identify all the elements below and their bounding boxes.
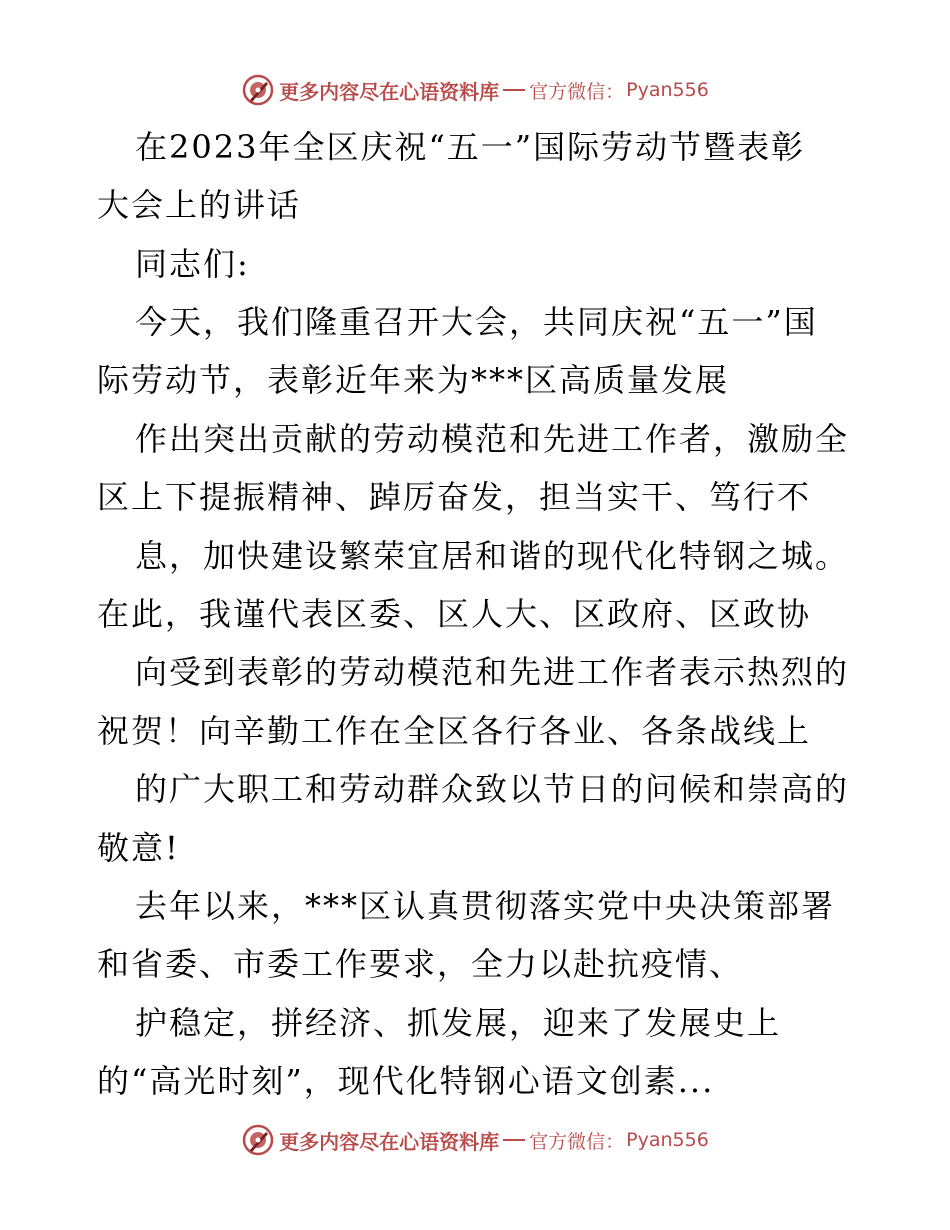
paragraph-line: 的“高光时刻”，现代化特钢心语文创素... (97, 1062, 715, 1100)
paragraph-line: 去年以来，***区认真贯彻落实党中央决策部署 (135, 887, 836, 925)
watermark-wechat-label: 官方微信： (529, 1130, 625, 1153)
watermark-text: 更多内容尽在心语资料库 (279, 1129, 500, 1154)
paragraph-line: 和省委、市委工作要求，全力以赴抗疫情、 (97, 945, 744, 983)
title-line-1: 在2023年全区庆祝“五一”国际劳动节暨表彰 (135, 128, 806, 166)
watermark-wechat-id: Pyan556 (626, 79, 709, 101)
paragraph-line: 在此，我谨代表区委、区人大、区政府、区政协 (97, 595, 812, 633)
pen-circle-logo-icon (241, 1123, 275, 1157)
paragraph-line: 作出突出贡献的劳动模范和先进工作者，激励全 (135, 420, 850, 458)
watermark-dash (503, 1139, 525, 1141)
bottom-watermark-banner (0, 1120, 950, 1160)
paragraph-line: 护稳定，拼经济、抓发展，迎来了发展史上 (135, 1004, 782, 1042)
watermark-text: 更多内容尽在心语资料库 (279, 79, 500, 104)
paragraph-line: 际劳动节，表彰近年来为***区高质量发展 (97, 361, 730, 399)
paragraph-line: 祝贺！向辛勤工作在全区各行各业、各条战线上 (97, 712, 812, 750)
paragraph-line: 息，加快建设繁荣宜居和谐的现代化特钢之城。 (135, 537, 850, 575)
paragraph-line: 向受到表彰的劳动模范和先进工作者表示热烈的 (135, 653, 850, 691)
title-line-2: 大会上的讲话 (97, 186, 302, 224)
salutation: 同志们: (135, 245, 250, 283)
watermark-wechat-label: 官方微信： (529, 80, 625, 103)
paragraph-line: 区上下提振精神、踔厉奋发，担当实干、笃行不 (97, 478, 812, 516)
paragraph-line: 敬意! (97, 829, 180, 867)
paragraph-line: 的广大职工和劳动群众致以节日的问候和崇高的 (135, 770, 850, 808)
watermark-wechat-id: Pyan556 (626, 1129, 709, 1151)
paragraph-line: 今天，我们隆重召开大会，共同庆祝“五一”国 (135, 303, 818, 341)
